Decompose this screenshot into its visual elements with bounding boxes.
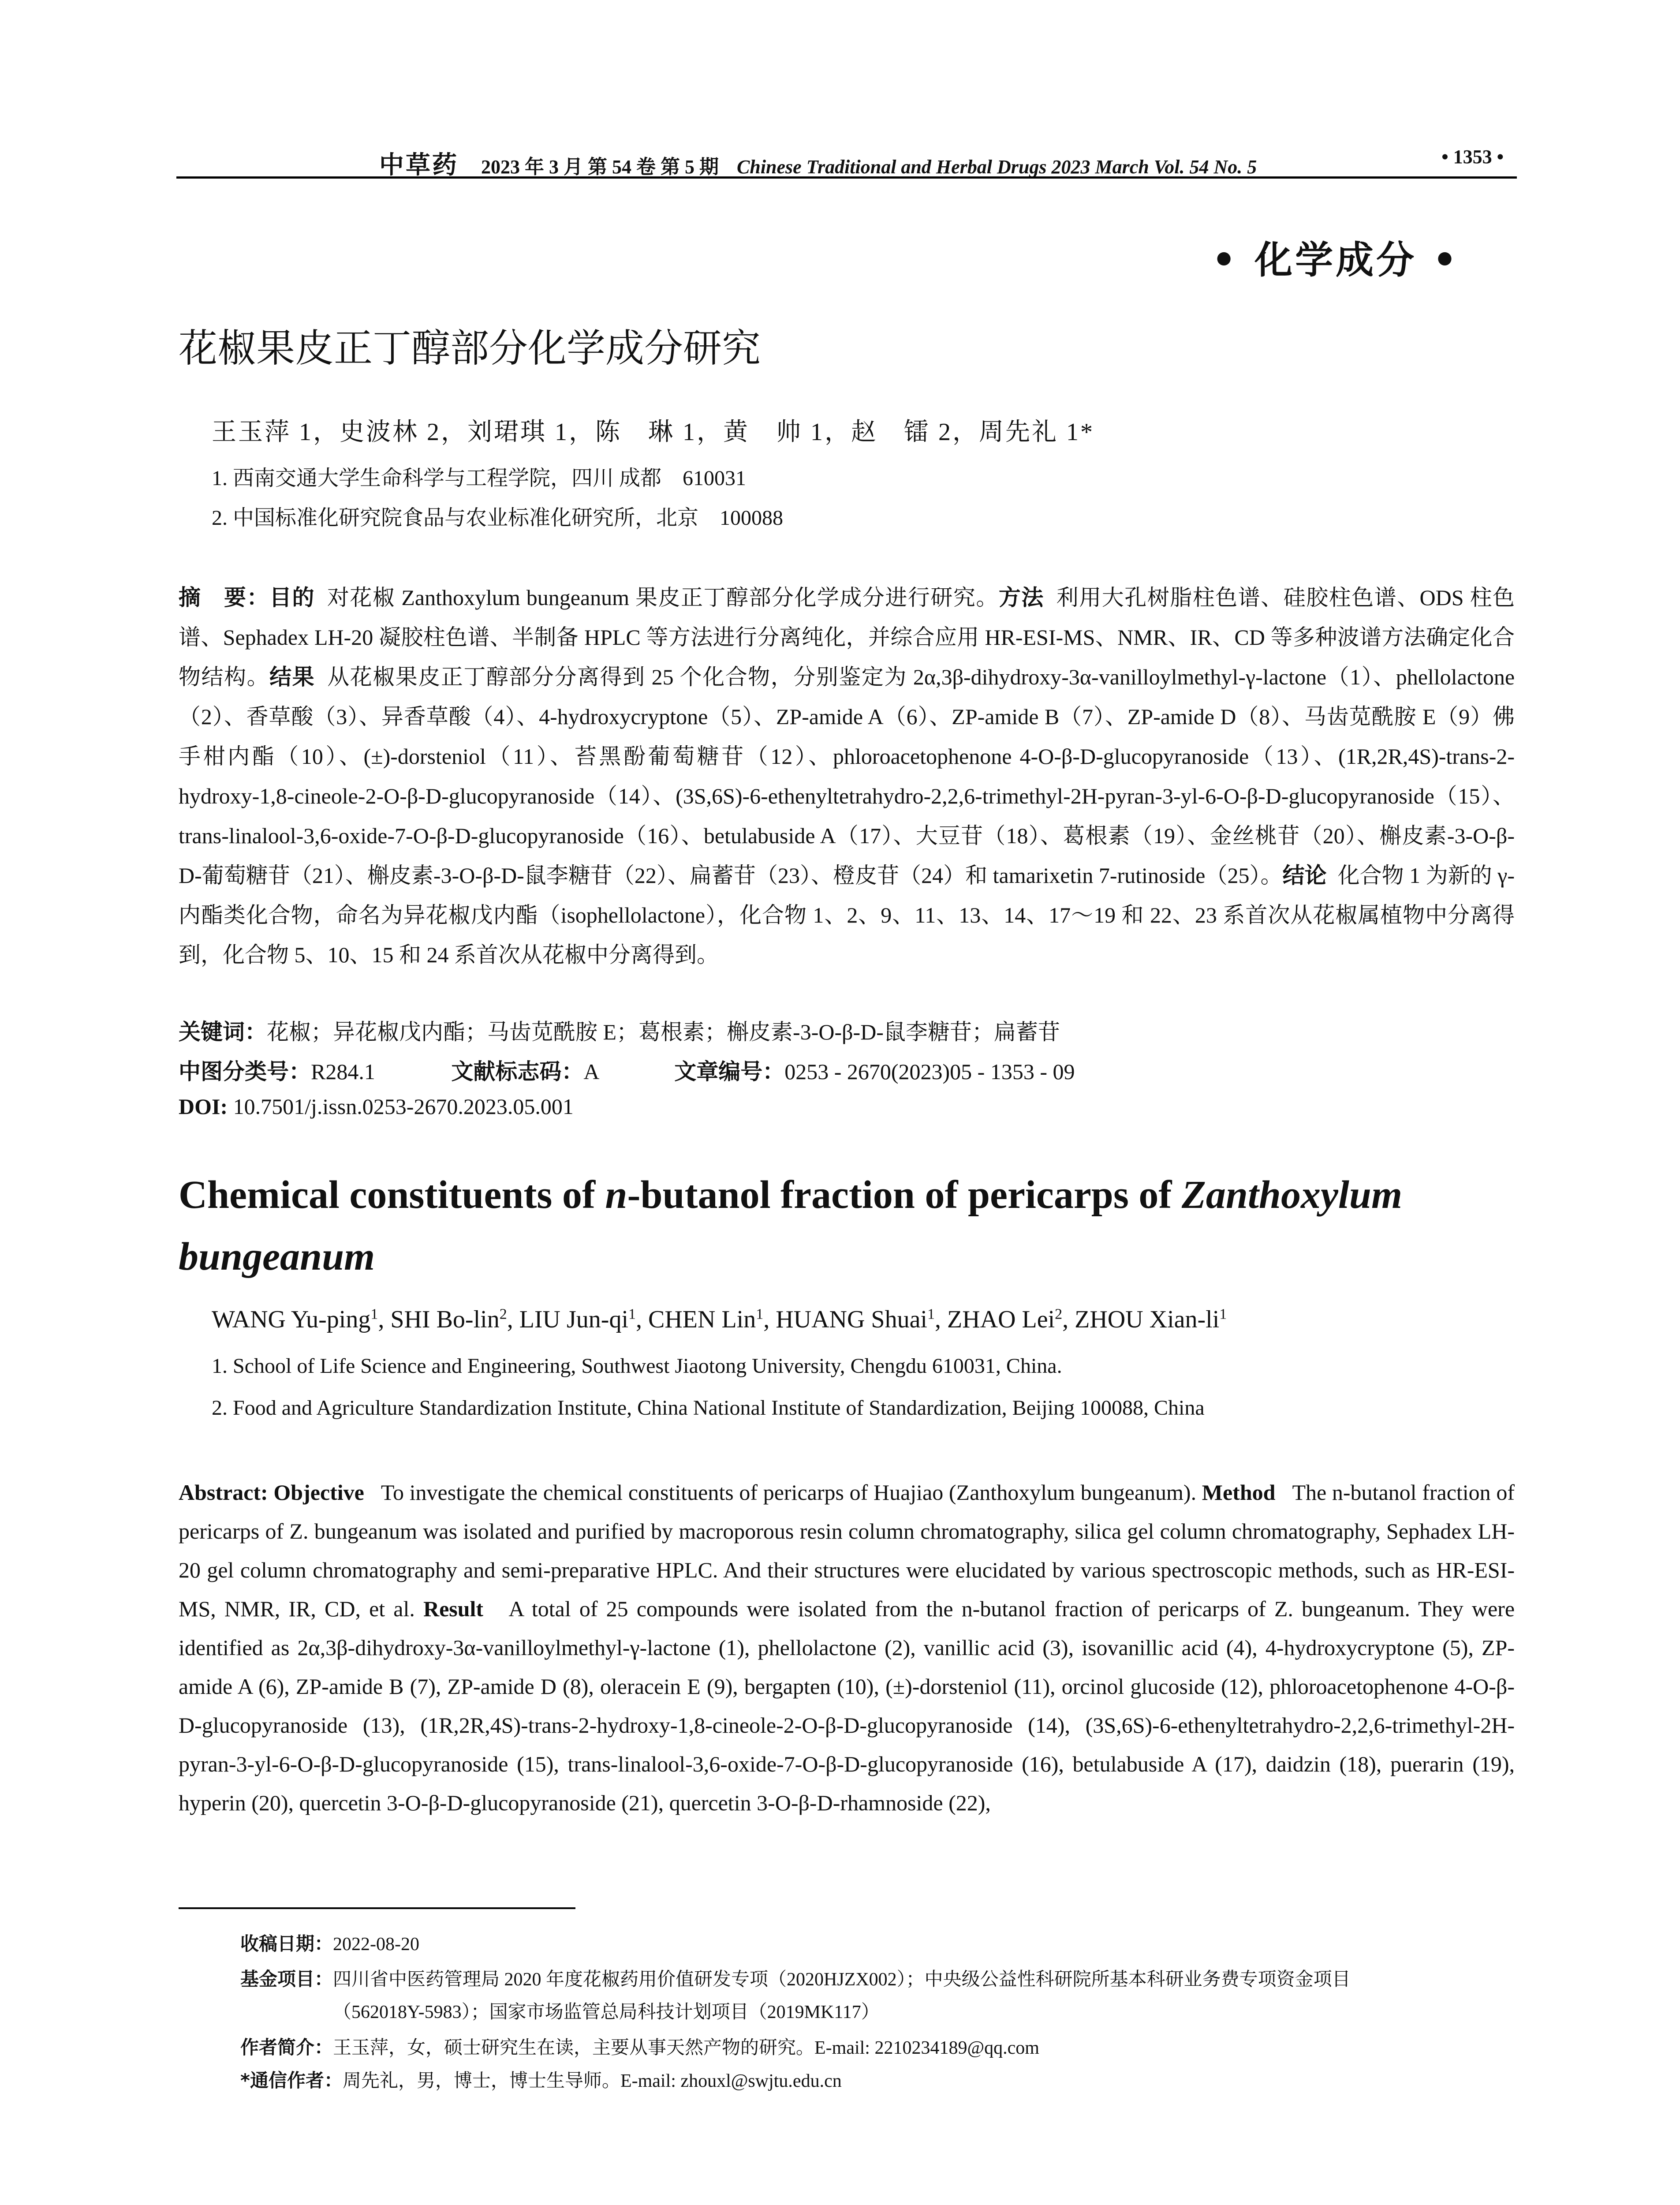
running-header xyxy=(379,146,1257,181)
keywords-text: 花椒；异花椒戊内酯；马齿苋酰胺 E；葛根素；槲皮素-3-O-β-D-鼠李糖苷；扁蓄苷 xyxy=(267,1020,1060,1044)
header-rule xyxy=(176,176,1517,179)
objective-label-en: Objective xyxy=(273,1480,364,1505)
footnote-received xyxy=(240,1929,1515,1959)
article-no-value: 0253 - 2670(2023)05 - 1353 - 09 xyxy=(784,1059,1075,1084)
footnote-author xyxy=(240,2033,1515,2063)
method-cn: 利用大孔树脂柱色谱、硅胶柱色谱、ODS 柱色谱、Sephadex LH-20 凝胶柱色谱、半制备 HPLC 等方法进行分离纯化，并综合应用 HR-ESI-MS、NMR、IR、CD 等多种波谱方法确定化合物结构。 xyxy=(179,585,1515,689)
issue-cn: 2023 年 3 月 第 54 卷 第 5 期 xyxy=(481,156,719,178)
author-bio: 王玉萍，女，硕士研究生在读，主要从事天然产物的研究。E-mail: 2210234189@qq.com xyxy=(333,2038,1039,2058)
clc-label: 中图分类号： xyxy=(179,1059,311,1084)
method-label-cn: 方法 xyxy=(998,585,1044,610)
author-en: HUANG Shuai xyxy=(776,1306,927,1333)
fund-label: 基金项目： xyxy=(240,1968,333,1990)
authors-cn: 王玉萍 1，史波林 2，刘珺琪 1，陈 琳 1，黄 帅 1，赵 镭 2，周先礼 1* xyxy=(212,419,1094,446)
clc-value: R284.1 xyxy=(311,1059,375,1084)
result-label-en: Result xyxy=(423,1596,484,1621)
affiliation-en-2: 2. Food and Agriculture Standardization Institute, China National Institute of Standardization, Beijing 100088, China xyxy=(212,1396,1205,1420)
corresponding-value: 周先礼，男，博士，博士生导师。E-mail: zhouxl@swjtu.edu.cn xyxy=(342,2071,842,2091)
journal-logo-cn: 中草药 xyxy=(379,152,459,179)
author-en: CHEN Lin xyxy=(648,1306,756,1333)
article-no-label: 文章编号： xyxy=(674,1059,785,1084)
title-en-italic2: Zanthoxylum bungeanum xyxy=(179,1173,1402,1278)
affiliation-cn-1: 1. 西南交通大学生命科学与工程学院，四川 成都 610031 xyxy=(212,467,747,490)
method-en: The n-butanol fraction of pericarps of Z. bungeanum was isolated and purified by macroporous resin column chromatography, silica gel column chromatography, Sephadex LH-20 gel column chromatography and semi-preparative HPLC. And their structures were elucidated by various spectroscopic methods, such as HR-ESI-MS, NMR, IR, CD, et al. xyxy=(179,1480,1515,1621)
corresponding-label: *通信作者： xyxy=(240,2070,343,2091)
classification-line xyxy=(179,1054,1075,1086)
result-label-cn: 结果 xyxy=(269,665,315,689)
abstract-cn xyxy=(179,578,1515,975)
author-en: WANG Yu-ping xyxy=(212,1306,371,1333)
authors-en: WANG Yu-ping$^1$, SHI Bo-lin$^2$, LIU Jun-$qi^1$, CHEN Lin$^1$, HUANG Shuai$^1$, ZHAO Lei$^2$, ZHOU Xian-$li^1$ xyxy=(212,1306,1227,1333)
author-en: SHI Bo-lin xyxy=(390,1306,500,1333)
objective-cn: 对花椒 Zanthoxylum bungeanum 果皮正丁醇部分化学成分进行研究。 xyxy=(327,585,999,610)
author-bio-label: 作者简介： xyxy=(240,2037,333,2058)
doc-code-label: 文献标志码： xyxy=(451,1059,584,1084)
footnote-rule xyxy=(179,1907,575,1909)
title-en-part2: -butanol fraction of pericarps of xyxy=(627,1173,1182,1217)
title-en-part1: Chemical constituents of xyxy=(179,1173,605,1217)
doc-code-value: A xyxy=(583,1059,598,1084)
author-sup: 1 xyxy=(1219,1306,1227,1323)
title-en-italic1: n xyxy=(605,1173,627,1217)
section-label: • 化学成分 • xyxy=(1212,238,1460,282)
method-label-en: Method xyxy=(1202,1480,1276,1505)
title-cn: 花椒果皮正丁醇部分化学成分研究 xyxy=(179,325,761,371)
objective-en: To investigate the chemical constituents of pericarps of Huajiao (Zanthoxylum bungeanum). xyxy=(381,1480,1197,1505)
abstract-en-label: Abstract: xyxy=(179,1480,268,1505)
author-sup: 1 xyxy=(628,1306,636,1323)
fund-line-1: 四川省中医药管理局 2020 年度花椒药用价值研发专项（2020HJZX002）；中央级公益性科研院所基本科研业务费专项资金项目 xyxy=(333,1970,1351,1990)
keywords xyxy=(179,1014,1060,1046)
result-cn: 从花椒果皮正丁醇部分分离得到 25 个化合物，分别鉴定为 2α,3β-dihydroxy-3α-vanilloylmethyl-γ-lactone（1）、phellolactone（2）、香草酸（3）、异香草酸（4）、4-hydroxycryptone（5）、ZP-amide A（6）、ZP-amide B（7）、ZP-amide D（8）、马齿苋酰胺 E（9）佛手柑内酯（10）、(±)-dorsteniol（11）、苔黑酚葡萄糖苷（12）、phloroacetophenone 4-O-β-D-glucopyranoside（13）、(1R,2R,4S)-trans-2-hydroxy-1,8-cineole-2-O-β-D-glucopyranoside（14）、(3S,6S)-6-ethenyltetrahydro-2,2,6-trimethyl-2H-pyran-3-yl-6-O-β-D-glucopyranoside（15）、trans-linalool-3,6-oxide-7-O-β-D-glucopyranoside（16）、betulabuside A（17）、大豆苷（18）、葛根素（19）、金丝桃苷（20）、槲皮素-3-O-β-D-葡萄糖苷（21）、槲皮素-3-O-β-D-鼠李糖苷（22）、扁蓄苷（23）、橙皮苷（24）和 tamarixetin 7-rutinoside（25）。 xyxy=(179,665,1515,888)
abstract-en xyxy=(179,1473,1515,1822)
footnote-corresponding xyxy=(240,2066,1515,2096)
footnote-fund-cont xyxy=(240,1998,1607,2027)
doi-value: 10.7501/j.issn.0253-2670.2023.05.001 xyxy=(233,1094,574,1119)
doi xyxy=(179,1094,574,1119)
keywords-label: 关键词： xyxy=(179,1019,267,1045)
author-sup: 1 xyxy=(370,1306,378,1323)
author-sup: 2 xyxy=(1055,1306,1063,1323)
page-number: • 1353 • xyxy=(1441,146,1504,168)
footnote-fund xyxy=(240,1965,1515,1994)
author-en: ZHOU Xian-li xyxy=(1075,1306,1220,1333)
author-en: ZHAO Lei xyxy=(947,1306,1055,1333)
conclusion-label-cn: 结论 xyxy=(1282,863,1327,888)
conclusion-cn: 化合物 1 为新的 γ-内酯类化合物，命名为异花椒戊内酯（isophellolactone），化合物 1、2、9、11、13、14、17～19 和 22、23 系首次从花椒属植物中分离得到，化合物 5、10、15 和 24 系首次从花椒中分离得到。 xyxy=(179,863,1515,967)
author-sup: 1 xyxy=(927,1306,935,1323)
author-sup: 2 xyxy=(499,1306,507,1323)
affiliation-en-1: 1. School of Life Science and Engineering, Southwest Jiaotong University, Chengdu 610031, China. xyxy=(212,1354,1062,1378)
title-en xyxy=(179,1164,1515,1288)
author-sup: 1 xyxy=(756,1306,764,1323)
affiliation-cn-2: 2. 中国标准化研究院食品与农业标准化研究所，北京 100088 xyxy=(212,506,784,530)
received-label: 收稿日期： xyxy=(240,1933,333,1955)
result-en: A total of 25 compounds were isolated from the n-butanol fraction of pericarps of Z. bungeanum. They were identified as 2α,3β-dihydroxy-3α-vanilloylmethyl-γ-lactone (1), phellolactone (2), vanillic acid (3), isovanillic acid (4), 4-hydroxycryptone (5), ZP-amide A (6), ZP-amide B (7), ZP-amide D (8), oleracein E (9), bergapten (10), (±)-dorsteniol (11), orcinol glucoside (12), phloroacetophenone 4-O-β-D-glucopyranoside (13), (1R,2R,4S)-trans-2-hydroxy-1,8-cineole-2-O-β-D-glucopyranoside (14), (3S,6S)-6-ethenyltetrahydro-2,2,6-trimethyl-2H-pyran-3-yl-6-O-β-D-glucopyranoside (15), trans-linalool-3,6-oxide-7-O-β-D-glucopyranoside (16), betulabuside A (17), daidzin (18), puerarin (19), hyperin (20), quercetin 3-O-β-D-glucopyranoside (21), quercetin 3-O-β-D-rhamnoside (22), xyxy=(179,1596,1515,1815)
doi-label: DOI: xyxy=(179,1094,228,1119)
abstract-cn-label: 摘 要： xyxy=(179,585,269,610)
journal-en: Chinese Traditional and Herbal Drugs 2023 March Vol. 54 No. 5 xyxy=(737,156,1257,178)
author-en: LIU Jun-qi xyxy=(519,1306,628,1333)
fund-line-2: （562018Y-5983）；国家市场监管总局科技计划项目（2019MK117） xyxy=(333,2002,880,2022)
received-value: 2022-08-20 xyxy=(333,1934,419,1955)
objective-label-cn: 目的 xyxy=(269,585,315,610)
